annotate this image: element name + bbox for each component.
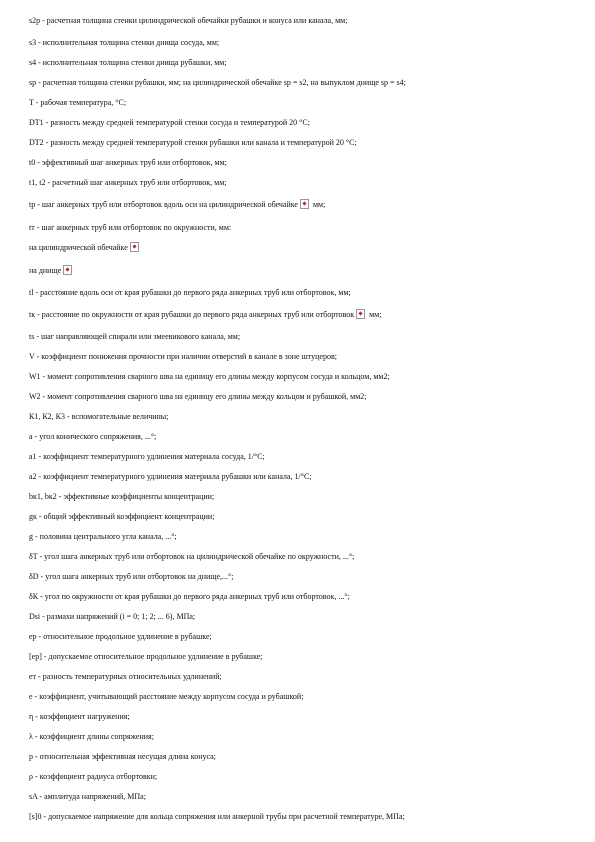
- definition-text: ρ - коэффициент радиуса отбортовки;: [29, 772, 158, 781]
- definition-text: W2 - момент сопротивления сварного шва на единицу его длины между кольцом и рубашкой, мм2;: [29, 392, 367, 401]
- definition-text-tail: мм;: [310, 200, 326, 209]
- definition-text: t1, t2 - расчетный шаг анкерных труб или отбортовок, мм;: [29, 178, 227, 187]
- definition-line: [29, 309, 579, 320]
- definition-text: e - коэффициент, учитывающий расстояние между корпусом сосуда и рубашкой;: [29, 692, 304, 701]
- definition-text: на днище: [29, 266, 62, 275]
- definition-text: a1 - коэффициент температурного удлинения материала сосуда, 1/°С;: [29, 452, 265, 461]
- definition-line: [29, 632, 579, 642]
- definition-text: sA - амплитуда напряжений, МПа;: [29, 792, 146, 801]
- definition-text: s2p - расчетная толщина стенки цилиндрической обечайки рубашки и конуса или канала, мм;: [29, 16, 348, 25]
- definition-line: [29, 288, 579, 298]
- definition-text: [ep] - допускаемое относительное продольное удлинение в рубашке;: [29, 652, 263, 661]
- definition-text: DT2 - разность между средней температурой стенки рубашки или канала и температурой 20 °С;: [29, 138, 357, 147]
- broken-image-icon: [356, 309, 365, 319]
- definition-line: [29, 732, 579, 742]
- broken-image-icon: [130, 242, 139, 252]
- definition-text: p - относительная эффективная несущая длина конуса;: [29, 752, 216, 761]
- definition-line: [29, 532, 579, 542]
- definition-line: [29, 472, 579, 482]
- definition-line: [29, 752, 579, 762]
- definition-text: tp - шаг анкерных труб или отбортовок вдоль оси на цилиндрической обечайке: [29, 200, 298, 209]
- definition-line: [29, 592, 579, 602]
- definition-text: tт - шаг анкерных труб или отбортовок по окружности, мм:: [29, 223, 232, 232]
- definition-text: a2 - коэффициент температурного удлинения материала рубашки или канала, 1/°С;: [29, 472, 312, 481]
- definition-line: [29, 118, 579, 128]
- definition-text: ts - шаг направляющей спирали или змеевикового канала, мм;: [29, 332, 241, 341]
- definition-line: [29, 78, 579, 88]
- definition-line: [29, 223, 579, 233]
- definition-line: [29, 178, 579, 188]
- definition-line: [29, 58, 579, 68]
- definition-line: [29, 372, 579, 382]
- definition-text: на цилиндрической обечайке: [29, 243, 128, 252]
- definition-line: [29, 492, 579, 502]
- definition-text: λ - коэффициент длины сопряжения;: [29, 732, 154, 741]
- definition-text: [s]0 - допускаемое напряжение для кольца сопряжения или анкерной трубы при расчетной температуре, МПа;: [29, 812, 405, 821]
- definition-line: [29, 452, 579, 462]
- definition-line: [29, 612, 579, 622]
- definition-text: eт - разность температурных относительных удлинений;: [29, 672, 222, 681]
- definition-line: [29, 158, 579, 168]
- definition-text: η - коэффициент нагружения;: [29, 712, 130, 721]
- definition-line: [29, 332, 579, 342]
- definition-text: s4 - исполнительная толщина стенки днища рубашки, мм;: [29, 58, 227, 67]
- definition-line: [29, 792, 579, 802]
- definition-text: gк - общий эффективный коэффициент концентрации;: [29, 512, 215, 521]
- definition-text: V - коэффициент понижения прочности при наличии отверстий в канале в зоне штуцеров;: [29, 352, 337, 361]
- definition-line: [29, 392, 579, 402]
- definition-line: [29, 98, 579, 108]
- definition-line: [29, 265, 579, 276]
- definition-text: T - рабочая температура, °С;: [29, 98, 127, 107]
- definition-line: [29, 652, 579, 662]
- definition-line: [29, 199, 579, 210]
- broken-image-icon: [300, 199, 309, 209]
- broken-image-icon: [63, 265, 72, 275]
- definition-line: [29, 552, 579, 562]
- definition-text: s3 - исполнительная толщина стенки днища сосуда, мм;: [29, 38, 220, 47]
- definition-text: tк - расстояние по окружности от края рубашки до первого ряда анкерных труб или отбортовок: [29, 310, 355, 319]
- definition-text: δT - угол шага анкерных труб или отбортовок на цилиндрической обечайке по окружности, ...°;: [29, 552, 355, 561]
- definition-text: δК - угол по окружности от края рубашки до первого ряда анкерных труб или отбортовок, ...°;: [29, 592, 350, 601]
- definition-line: [29, 242, 579, 253]
- definition-line: [29, 672, 579, 682]
- definition-line: [29, 712, 579, 722]
- definition-text: К1, К2, К3 - вспомогательные величины;: [29, 412, 169, 421]
- definition-text-tail: мм;: [367, 310, 382, 319]
- definition-line: [29, 432, 579, 442]
- definition-line: [29, 138, 579, 148]
- definition-text: tl - расстояние вдоль оси от края рубашки до первого ряда анкерных труб или отбортовок, мм;: [29, 288, 351, 297]
- definition-line: [29, 38, 579, 48]
- definition-line: [29, 812, 579, 822]
- definition-text: δD - угол шага анкерных труб или отбортовок на днище,...°;: [29, 572, 234, 581]
- definition-line: [29, 692, 579, 702]
- definition-line: [29, 512, 579, 522]
- definition-line: [29, 772, 579, 782]
- definition-text: t0 - эффективный шаг анкерных труб или отбортовок, мм;: [29, 158, 227, 167]
- definition-text: Dsi - размахи напряжений (i = 0; 1; 2; ... 6), МПа;: [29, 612, 196, 621]
- definition-line: [29, 16, 579, 26]
- definition-text: DT1 - разность между средней температурой стенки сосуда и температурой 20 °С;: [29, 118, 310, 127]
- definition-line: [29, 572, 579, 582]
- definition-line: [29, 352, 579, 362]
- definition-text: g - половина центрального угла канала, ...°;: [29, 532, 177, 541]
- definition-text: ep - относительное продольное удлинение в рубашке;: [29, 632, 212, 641]
- definition-text: sp - расчетная толщина стенки рубашки, мм; на цилиндрической обечайке sp = s2, на выпуклом днище sp = s4;: [29, 78, 406, 87]
- definition-text: bк1, bк2 - эффективные коэффициенты концентрации;: [29, 492, 215, 501]
- definition-text: W1 - момент сопротивления сварного шва на единицу его длины между корпусом сосуда и кольцом, мм2;: [29, 372, 390, 381]
- definition-line: [29, 412, 579, 422]
- definition-text: a - угол конического сопряжения, ...°;: [29, 432, 157, 441]
